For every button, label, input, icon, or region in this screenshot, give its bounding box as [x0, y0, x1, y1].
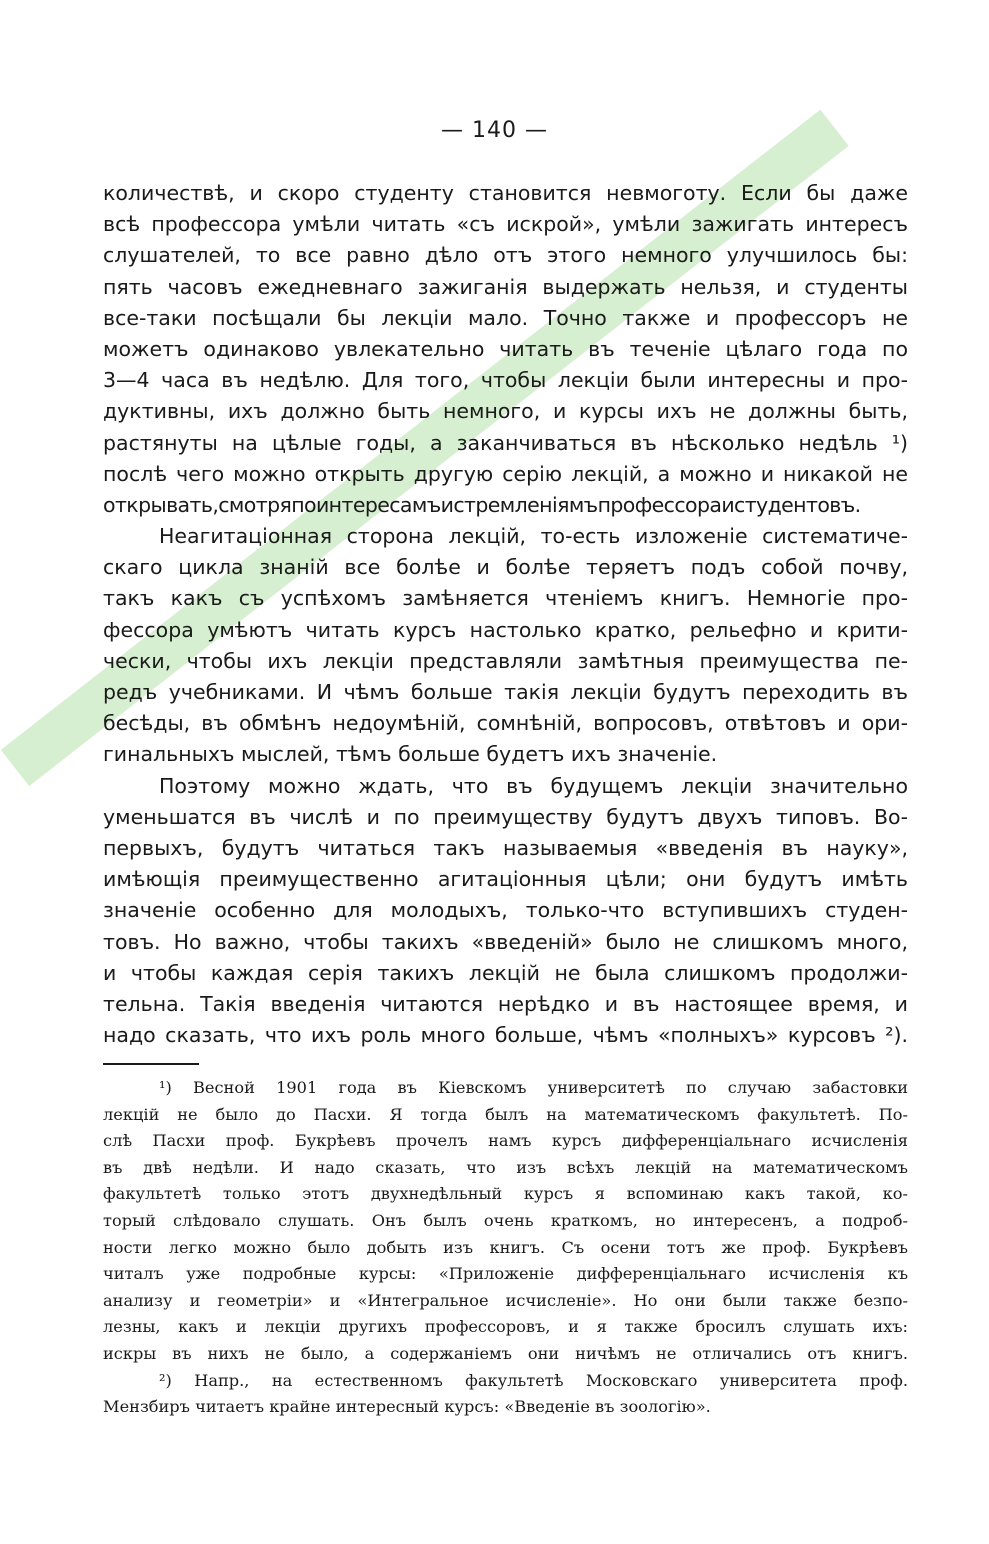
- footnote-line: лезны, какъ и лекціи другихъ профессоровъ, и я также бросилъ слушать ихъ:: [103, 1317, 908, 1337]
- text-line: всѣ профессора умѣли читать «съ искрой», умѣли зажигать интересъ: [103, 212, 908, 237]
- text-line: Поэтому можно ждать, что въ будущемъ лекціи значительно: [159, 773, 908, 798]
- text-line: уменьшатся въ числѣ и по преимуществу будутъ двухъ типовъ. Во-: [103, 804, 908, 829]
- text-line: редъ учебниками. И чѣмъ больше такія лекціи будутъ переходить въ: [103, 680, 908, 704]
- footnote-line: искры въ нихъ не было, а содержаніемъ они ничѣмъ не отличались отъ книгъ.: [103, 1343, 908, 1363]
- text-line: 3—4 часа въ недѣлю. Для того, чтобы лекціи были интересны и про-: [103, 368, 908, 393]
- text-line: все-таки посѣщали бы лекціи мало. Точно также и профессоръ не: [103, 305, 908, 330]
- footnote-line: торый слѣдовало слушать. Онъ былъ очень краткомъ, но интересенъ, а подроб-: [103, 1210, 908, 1230]
- text-line: открывать,смотряпоинтересамъистремленіямъпрофессораистудентовъ.: [103, 492, 861, 517]
- footnote-line: слѣ Пасхи проф. Букрѣевъ прочелъ намъ курсъ дифференціальнаго исчисленія: [103, 1131, 908, 1151]
- text-line: фессора умѣютъ читать курсъ настолько кратко, рельефно и крити-: [103, 617, 908, 642]
- text-line: дуктивны, ихъ должно быть немного, и курсы ихъ не должны быть,: [103, 399, 908, 424]
- text-line: бесѣды, въ обмѣнъ недоумѣній, сомнѣній, вопросовъ, отвѣтовъ и ори-: [103, 711, 908, 736]
- footnote-divider: [103, 1063, 199, 1065]
- text-line: и чтобы каждая серія такихъ лекцій не была слишкомъ продолжи-: [103, 960, 908, 985]
- footnote-line: лекцій не было до Пасхи. Я тогда былъ на математическомъ факультетѣ. По-: [103, 1104, 908, 1124]
- text-line: тельна. Такія введенія читаются нерѣдко и въ настоящее время, и: [103, 991, 908, 1016]
- footnote-line: ности легко можно было добыть изъ книгъ. Съ осени тотъ же проф. Букрѣевъ: [103, 1237, 908, 1257]
- footnote-line: факультетѣ только этотъ двухнедѣльный курсъ я вспоминаю какъ такой, ко-: [103, 1184, 908, 1204]
- text-line: первыхъ, будутъ читаться такъ называемыя «введенія въ науку»,: [103, 835, 908, 860]
- text-line: количествѣ, и скоро студенту становится невмоготу. Если бы даже: [103, 181, 908, 205]
- footnote-line: ²) Напр., на естественномъ факультетѣ Московскаго университета проф.: [159, 1370, 908, 1390]
- text-line: значеніе особенно для молодыхъ, только-что вступившихъ студен-: [103, 898, 908, 923]
- footnote-line: анализу и геометріи» и «Интегральное исчисленіе». Но они были также безпо-: [103, 1290, 908, 1310]
- text-line: гинальныхъ мыслей, тѣмъ больше будетъ ихъ значеніе.: [103, 742, 718, 767]
- text-line: растянуты на цѣлые годы, а заканчиваться въ нѣсколько недѣль ¹): [103, 430, 908, 455]
- text-line: слушателей, то все равно дѣло отъ этого немного улучшилось бы:: [103, 243, 908, 268]
- main-text: [103, 178, 908, 1051]
- footnote-line: въ двѣ недѣли. И надо сказать, что изъ всѣхъ лекцій на математическомъ: [103, 1157, 908, 1177]
- text-line: товъ. Но важно, чтобы такихъ «введеній» было не слишкомъ много,: [103, 929, 908, 954]
- text-line: такъ какъ съ успѣхомъ замѣняется чтеніемъ книгъ. Немногіе про-: [103, 586, 908, 611]
- footnote-line: читалъ уже подробные курсы: «Приложеніе дифференціальнаго исчисленія къ: [103, 1264, 908, 1284]
- text-line: Неагитаціонная сторона лекцій, то-есть изложеніе систематиче-: [159, 524, 908, 549]
- text-line: надо сказать, что ихъ роль много больше, чѣмъ «полныхъ» курсовъ ²).: [103, 1023, 908, 1048]
- footnote-line: ¹) Весной 1901 года въ Кіевскомъ университетѣ по случаю забастовки: [159, 1078, 908, 1097]
- footnote-line: Мензбиръ читаетъ крайне интересный курсъ: «Введеніе въ зоологію».: [103, 1397, 711, 1417]
- text-line: имѣющія преимущественно агитаціонныя цѣли; они будутъ имѣть: [103, 867, 908, 892]
- text-line: послѣ чего можно открыть другую серію лекцій, а можно и никакой не: [103, 461, 908, 486]
- page-number: — 140 —: [441, 118, 548, 143]
- footnotes: [103, 1075, 908, 1421]
- text-line: скаго цикла знаній все болѣе и болѣе теряетъ подъ собой почву,: [103, 555, 908, 580]
- text-line: пять часовъ ежедневнаго зажиганія выдержать нельзя, и студенты: [103, 274, 908, 299]
- text-line: можетъ одинаково увлекательно читать въ теченіе цѣлаго года по: [103, 336, 908, 361]
- text-line: чески, чтобы ихъ лекціи представляли замѣтныя преимущества пе-: [103, 648, 908, 673]
